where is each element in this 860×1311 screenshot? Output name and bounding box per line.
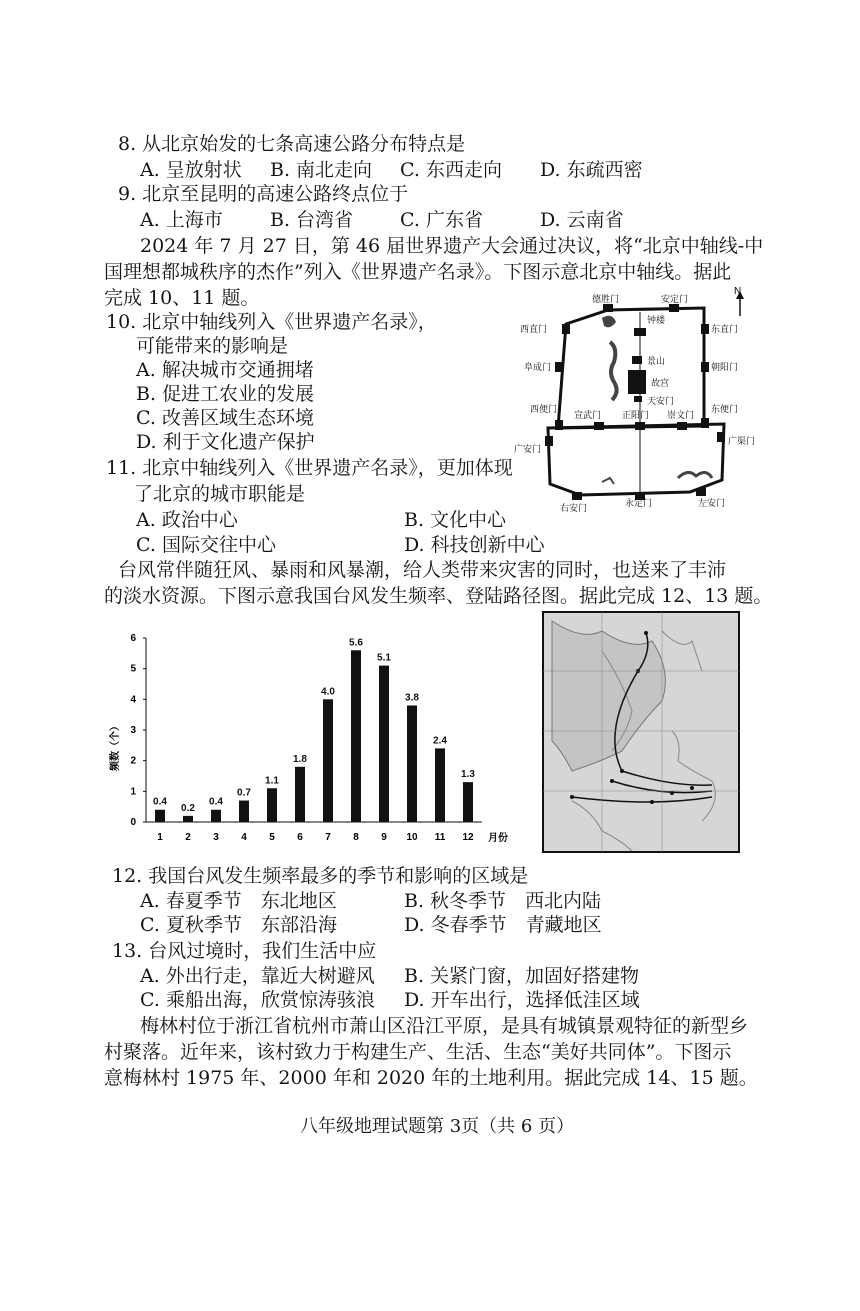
q12-stem: 12. 我国台风发生频率最多的季节和影响的区域是 bbox=[112, 865, 529, 887]
bar-value-label: 1.1 bbox=[265, 775, 279, 787]
bar-value-label: 0.4 bbox=[209, 796, 223, 808]
intro1-line2: 国理想都城秩序的杰作”列入《世界遗产名录》。下图示意北京中轴线。据此 bbox=[104, 261, 732, 283]
intro3-line1: 梅林村位于浙江省杭州市萧山区沿江平原，是具有城镇景观特征的新型乡 bbox=[140, 1015, 749, 1037]
q8-option-d: D. 东疏西密 bbox=[540, 159, 643, 181]
gate-zuoanmen: 左安门 bbox=[698, 498, 726, 508]
bar-month-10 bbox=[407, 705, 417, 822]
q13-option-b: B. 关紧门窗，加固好搭建物 bbox=[404, 965, 640, 987]
q13-option-a: A. 外出行走，靠近大树避风 bbox=[140, 965, 375, 987]
bell-tower-mark bbox=[634, 328, 646, 336]
x-tick-label: 1 bbox=[157, 832, 163, 843]
gate-zhengyangmen: 正阳门 bbox=[622, 410, 650, 420]
bar-value-label: 1.3 bbox=[461, 769, 475, 781]
bar-month-12 bbox=[463, 782, 473, 822]
typhoon-path-map bbox=[542, 611, 740, 853]
typhoon-frequency-chart bbox=[104, 622, 534, 852]
x-tick-label: 11 bbox=[434, 832, 446, 843]
gate-dongzhimen: 东直门 bbox=[711, 324, 739, 334]
q10-stem-1: 10. 北京中轴线列入《世界遗产名录》， bbox=[106, 311, 437, 333]
intro2-line2: 的淡水资源。下图示意我国台风发生频率、登陆路径图。据此完成 12、13 题。 bbox=[104, 585, 773, 607]
tiananmen-mark bbox=[634, 396, 642, 402]
gate-xizhimen: 西直门 bbox=[520, 324, 548, 334]
bar-month-6 bbox=[295, 767, 305, 822]
bar-month-2 bbox=[183, 816, 193, 822]
bar-month-9 bbox=[379, 666, 389, 822]
gate-dongbianmen: 东便门 bbox=[711, 404, 739, 414]
x-tick-label: 10 bbox=[406, 832, 418, 843]
north-label: N bbox=[734, 286, 742, 297]
y-tick-label: 5 bbox=[130, 663, 136, 675]
bar-month-8 bbox=[351, 650, 361, 822]
q13-option-c: C. 乘船出海，欣赏惊涛骇浪 bbox=[140, 989, 375, 1011]
q11-option-d: D. 科技创新中心 bbox=[404, 534, 545, 556]
label-jingshan: 景山 bbox=[647, 356, 666, 366]
x-tick-label: 7 bbox=[325, 832, 331, 843]
gate-yongdingmen: 永定门 bbox=[625, 498, 653, 508]
y-tick-label: 2 bbox=[130, 755, 136, 767]
q10-option-b: B. 促进工农业的发展 bbox=[136, 383, 315, 405]
bar-month-1 bbox=[155, 810, 165, 822]
beijing-central-axis-map bbox=[510, 282, 762, 514]
q9-option-a: A. 上海市 bbox=[140, 209, 223, 231]
y-tick-label: 0 bbox=[130, 817, 136, 828]
q11-option-a: A. 政治中心 bbox=[136, 509, 238, 531]
bar-month-3 bbox=[211, 810, 221, 822]
x-tick-label: 9 bbox=[381, 832, 387, 843]
x-tick-label: 12 bbox=[462, 832, 474, 843]
x-tick-label: 8 bbox=[353, 832, 359, 843]
q9-option-d: D. 云南省 bbox=[540, 209, 624, 231]
q12-option-c: C. 夏秋季节 东部沿海 bbox=[140, 914, 337, 936]
bar-month-5 bbox=[267, 788, 277, 822]
bar-value-label: 5.6 bbox=[349, 637, 363, 649]
q8-option-b: B. 南北走向 bbox=[270, 159, 373, 181]
bar-month-11 bbox=[435, 748, 445, 822]
gate-xuanwumen: 宣武门 bbox=[574, 410, 602, 420]
gate-fuchengmen: 阜成门 bbox=[524, 362, 552, 372]
intro3-line2: 村聚落。近年来，该村致力于构建生产、生活、生态“美好共同体”。下图示 bbox=[104, 1041, 732, 1063]
x-tick-label: 6 bbox=[297, 832, 303, 843]
bar-value-label: 4.0 bbox=[321, 686, 335, 698]
houhai-lake bbox=[602, 316, 616, 328]
q12-option-b: B. 秋冬季节 西北内陆 bbox=[404, 890, 602, 912]
bar-value-label: 0.4 bbox=[153, 796, 167, 808]
bar-month-4 bbox=[239, 801, 249, 822]
q10-option-d: D. 利于文化遗产保护 bbox=[136, 431, 315, 453]
gate-chaoyangmen: 朝阳门 bbox=[711, 362, 739, 372]
q13-option-d: D. 开车出行，选择低洼区域 bbox=[404, 989, 640, 1011]
gate-deshengmen: 德胜门 bbox=[592, 294, 620, 304]
q11-stem-1: 11. 北京中轴线列入《世界遗产名录》，更加体现 bbox=[106, 457, 513, 479]
gate-xibianmen: 西便门 bbox=[530, 404, 558, 414]
x-tick-label: 2 bbox=[185, 832, 191, 843]
q10-option-c: C. 改善区域生态环境 bbox=[136, 407, 314, 429]
y-axis-label: 频数（个） bbox=[110, 721, 121, 771]
y-tick-label: 3 bbox=[130, 725, 136, 736]
intro2-line1: 台风常伴随狂风、暴雨和风暴潮，给人类带来灾害的同时，也送来了丰沛 bbox=[118, 559, 727, 581]
y-tick-label: 4 bbox=[130, 694, 136, 706]
q9-stem: 9. 北京至昆明的高速公路终点位于 bbox=[118, 183, 409, 205]
intro1-line3: 完成 10、11 题。 bbox=[104, 287, 260, 309]
jingshan-mark bbox=[632, 356, 642, 364]
bar-value-label: 1.8 bbox=[293, 753, 307, 765]
forbidden-city-mark bbox=[628, 370, 646, 394]
label-zhonglou: 钟楼 bbox=[647, 315, 666, 325]
q8-option-a: A. 呈放射状 bbox=[140, 159, 242, 181]
q12-option-a: A. 春夏季节 东北地区 bbox=[140, 890, 337, 912]
bar-value-label: 3.8 bbox=[405, 692, 419, 704]
x-tick-label: 5 bbox=[269, 832, 275, 843]
x-axis-label: 月份 bbox=[488, 833, 508, 844]
label-tiananmen: 天安门 bbox=[647, 396, 675, 406]
x-tick-label: 4 bbox=[241, 832, 247, 843]
q10-stem-2: 可能带来的影响是 bbox=[136, 335, 289, 357]
intro3-line3: 意梅林村 1975 年、2000 年和 2020 年的土地利用。据此完成 14、15 题。 bbox=[104, 1067, 758, 1089]
zhongnanhai-lake bbox=[610, 342, 617, 400]
outer-city-wall bbox=[548, 424, 724, 495]
q9-option-c: C. 广东省 bbox=[400, 209, 483, 231]
bar-value-label: 2.4 bbox=[433, 735, 447, 747]
q11-stem-2: 了北京的城市职能是 bbox=[134, 483, 306, 505]
y-tick-label: 6 bbox=[130, 633, 136, 644]
q8-stem: 8. 从北京始发的七条高速公路分布特点是 bbox=[118, 133, 466, 155]
gate-youanmen: 右安门 bbox=[560, 503, 588, 513]
gate-chongwenmen: 崇文门 bbox=[667, 410, 695, 420]
label-gugong: 故宫 bbox=[651, 378, 670, 388]
q11-option-c: C. 国际交往中心 bbox=[136, 534, 276, 556]
intro1-line1: 2024 年 7 月 27 日，第 46 届世界遗产大会通过决议，将“北京中轴线-中 bbox=[140, 235, 764, 257]
gate-andingmen: 安定门 bbox=[661, 294, 689, 304]
q8-option-c: C. 东西走向 bbox=[400, 159, 502, 181]
bar-value-label: 5.1 bbox=[377, 652, 391, 664]
q12-option-d: D. 冬春季节 青藏地区 bbox=[404, 914, 602, 936]
q9-option-b: B. 台湾省 bbox=[270, 209, 354, 231]
x-tick-label: 3 bbox=[213, 832, 219, 843]
bar-value-label: 0.2 bbox=[181, 802, 195, 814]
bar-month-7 bbox=[323, 699, 333, 822]
q13-stem: 13. 台风过境时，我们生活中应 bbox=[112, 940, 377, 962]
q10-option-a: A. 解决城市交通拥堵 bbox=[136, 359, 314, 381]
page-footer: 八年级地理试题第 3页（共 6 页） bbox=[300, 1116, 575, 1137]
gate-guanganmen: 广安门 bbox=[514, 444, 542, 454]
bar-value-label: 0.7 bbox=[237, 787, 251, 799]
gate-guangqumen: 广渠门 bbox=[728, 436, 756, 446]
y-tick-label: 1 bbox=[130, 786, 136, 798]
q11-option-b: B. 文化中心 bbox=[404, 509, 507, 531]
